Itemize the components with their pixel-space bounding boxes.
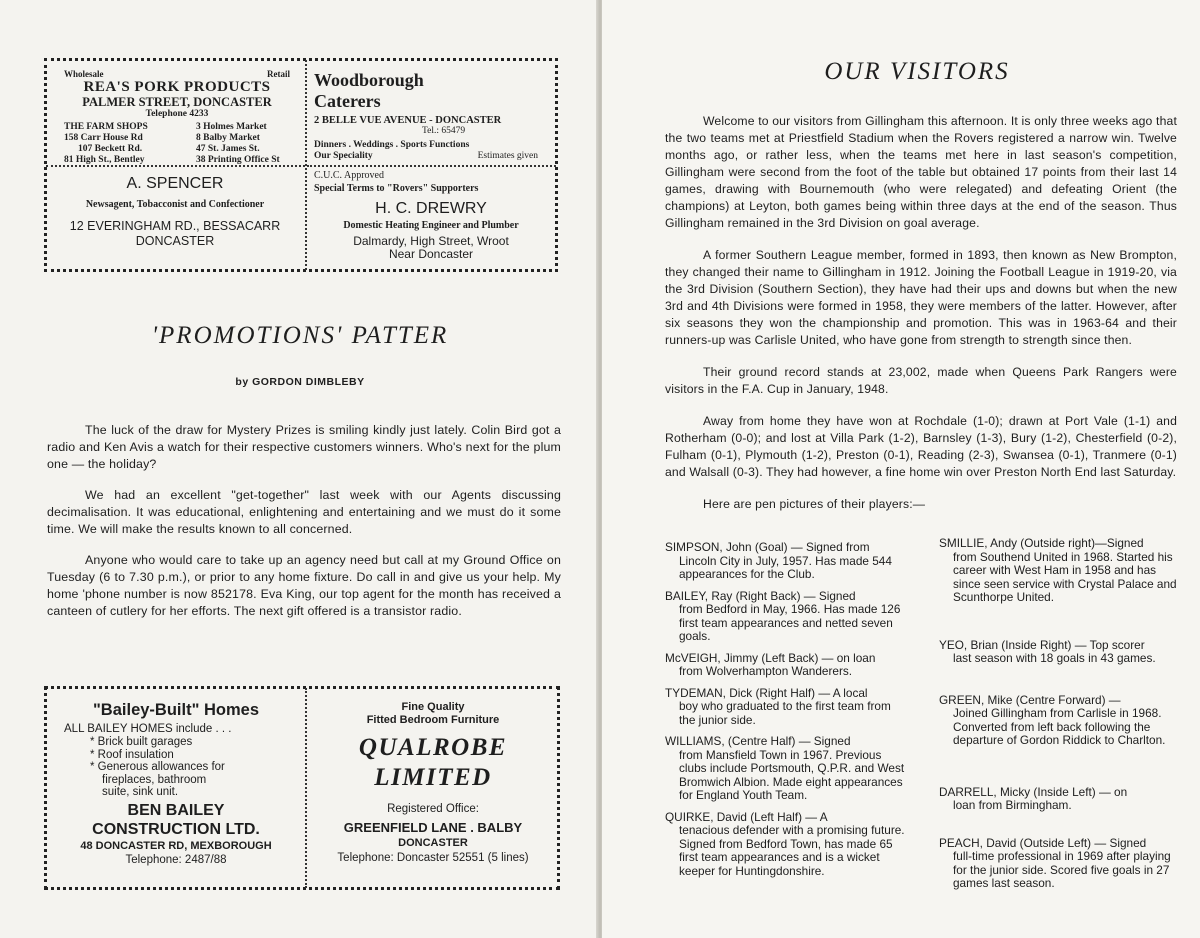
- reas-wholesale: Wholesale: [64, 69, 104, 79]
- woodborough-advert: [314, 70, 538, 162]
- left-page: [0, 0, 598, 938]
- reas-name: REA'S PORK PRODUCTS: [83, 79, 271, 95]
- reas-shop: 38 Printing Office St: [196, 155, 280, 165]
- players-left-column: [665, 541, 909, 886]
- qualrobe-tag: Fine Quality: [401, 701, 465, 713]
- player-details: from Mansfield Town in 1967. Previous clubs include Portsmouth, Q.P.R. and West Bromwich Albion. Made eight appearances for England Youth Team.: [679, 747, 905, 802]
- bailey-feature: * Generous allowances for: [90, 761, 225, 773]
- promotions-paragraph: Anyone who would care to take up an agency need but call at my Ground Office on Tuesday (6 to 7.30 p.m.), or prior to any home fixture. Do call in and give us your help. My home 'phone number is now 852178. Eva King, our top agent for the month has received a canteen of cutlery for her efforts. The next gift offered is a transistor radio.: [47, 553, 561, 618]
- players-right-column: [939, 537, 1179, 899]
- player-name: TYDEMAN, Dick (Right Half) — A local: [665, 685, 868, 700]
- qualrobe-town: DONCASTER: [398, 837, 468, 849]
- player-entry: [665, 541, 909, 582]
- woodborough-speciality: Our Speciality: [314, 151, 373, 161]
- player-name: WILLIAMS, (Centre Half) — Signed: [665, 734, 851, 748]
- promotions-paragraph: The luck of the draw for Mystery Prizes is smiling kindly just lately. Colin Bird got a radio and Ken Avis a watch for their respective customers winners. Who's next for the plum one — the holiday?: [47, 423, 561, 471]
- player-details: loan from Birmingham.: [953, 798, 1072, 812]
- player-entry: [665, 590, 909, 644]
- player-entry: [665, 687, 909, 728]
- player-details: boy who graduated to the first team from the junior side.: [679, 699, 891, 727]
- player-details: from Bedford in May, 1966. Has made 126 first team appearances and netted seven goals.: [679, 602, 901, 643]
- bailey-title: "Bailey-Built" Homes: [92, 701, 259, 719]
- player-name: SMILLIE, Andy (Outside right)—Signed: [939, 536, 1144, 550]
- bailey-address: 48 DONCASTER RD, MEXBOROUGH: [80, 839, 272, 852]
- visitors-paragraph: Away from home they have won at Rochdale (1-0); drawn at Port Vale (1-1) and Rotherham (0-0); and lost at Villa Park (1-2), Barnsley (1-3), Bury (1-2), Chesterfield (0-2), Fulham (0-1), Plymouth (1-2), Preston (0-1), Reading (2-3), Swansea (0-1), Tranmere (0-1) and Walsall (0-3). They had however, a fine home win over Preston North End last Saturday.: [665, 414, 1177, 479]
- visitors-paragraph: A former Southern League member, formed in 1893, then known as New Brompton, they changed their name to Gillingham in 1912. Joining the Football League in 1919-20, via the 3rd Division (Southern Section), they have had their ups and downs but when the new 3rd and 4th Divisions were formed in 1958, they were members of the latter. However, after six seasons they won the championship and promotion. This was in 1963-64 and their runners-up was Carlisle United, who have gone from strength to strength since then.: [665, 248, 1177, 347]
- bailey-company: BEN BAILEY: [127, 801, 225, 819]
- player-entry: [665, 735, 909, 803]
- woodborough-services: Dinners . Weddings . Sports Functions: [314, 140, 470, 150]
- qualrobe-office: Registered Office:: [387, 803, 479, 815]
- qualrobe-name: QUALROBE: [358, 734, 508, 761]
- player-details: Lincoln City in July, 1957. Has made 544 appearances for the Club.: [679, 553, 892, 581]
- qualrobe-advert: [312, 701, 554, 866]
- player-entry: [665, 811, 909, 879]
- player-name: SIMPSON, John (Goal) — Signed from: [665, 540, 870, 554]
- right-page: [602, 0, 1200, 938]
- bailey-advert: [56, 700, 296, 867]
- visitors-article: [665, 113, 1177, 513]
- bailey-feature: * Roof insulation: [90, 748, 174, 761]
- drewry-town: Near Doncaster: [388, 247, 474, 261]
- player-details: tenacious defender with a promising future. Signed from Bedford Town, has made 65 first team appearances and is a wicket keeper for Huntingdonshire.: [679, 823, 905, 878]
- player-details: from Southend United in 1968. Started his career with West Ham in 1958 and has since seen service with Crystal Palace and Scunthorpe United.: [953, 549, 1177, 604]
- player-name: PEACH, David (Outside Left) — Signed: [939, 835, 1147, 850]
- spencer-trade: Newsagent, Tobacconist and Confectioner: [85, 199, 265, 210]
- promotions-title: 'PROMOTIONS' PATTER: [151, 322, 449, 349]
- spencer-town: DONCASTER: [135, 234, 215, 248]
- qualrobe-telephone: Telephone: Doncaster 52551 (5 lines): [337, 852, 529, 864]
- player-details: last season with 18 goals in 43 games.: [953, 651, 1156, 665]
- woodborough-divider: [307, 165, 556, 167]
- drewry-address: Dalmardy, High Street, Wroot: [353, 234, 509, 248]
- reas-advert: [64, 69, 290, 166]
- reas-shops-heading: THE FARM SHOPS: [64, 122, 148, 132]
- visitors-paragraph: Their ground record stands at 23,002, made when Queens Park Rangers were visitors in the F.A. Cup in January, 1948.: [665, 365, 1177, 396]
- reas-shop: 158 Carr House Rd: [64, 133, 143, 143]
- player-entry: [939, 537, 1179, 605]
- woodborough-estimates: Estimates given: [477, 151, 538, 161]
- bailey-company-2: CONSTRUCTION LTD.: [92, 820, 260, 838]
- bailey-feature-cont: fireplaces, bathroom: [102, 773, 207, 786]
- visitors-paragraph: Here are pen pictures of their players:—: [703, 497, 926, 511]
- bailey-intro: ALL BAILEY HOMES include . . .: [64, 723, 232, 735]
- drewry-advert: [314, 170, 548, 261]
- spencer-advert: [52, 174, 298, 249]
- reas-address: PALMER STREET, DONCASTER: [82, 95, 272, 109]
- woodborough-tel: Tel.: 65479: [422, 126, 466, 136]
- woodborough-caterers: Caterers: [314, 91, 381, 111]
- reas-telephone: Telephone 4233: [145, 109, 209, 119]
- player-name: BAILEY, Ray (Right Back) — Signed: [665, 588, 856, 603]
- spencer-name: A. SPENCER: [126, 175, 224, 192]
- reas-shops: [64, 122, 290, 166]
- player-entry: [939, 639, 1179, 666]
- player-name: McVEIGH, Jimmy (Left Back) — on loan: [665, 650, 876, 665]
- player-name: QUIRKE, David (Left Half) — A: [665, 809, 828, 824]
- promotions-byline: by GORDON DIMBLEBY: [235, 376, 365, 388]
- player-details: full-time professional in 1969 after playing for the junior side. Scored five goals in 27 games last season.: [953, 849, 1171, 890]
- promotions-paragraph: We had an excellent "get-together" last week with our Agents discussing decimalisation. It was educational, enlightening and entertaining and we must do it some time. We will make the results known to all concerned.: [47, 488, 561, 536]
- qualrobe-tag-2: Fitted Bedroom Furniture: [366, 714, 500, 726]
- player-entry: [939, 694, 1179, 748]
- reas-retail: Retail: [267, 69, 290, 79]
- woodborough-name: Woodborough: [314, 70, 424, 90]
- bailey-feature-cont: suite, sink unit.: [102, 786, 179, 798]
- qualrobe-limited: LIMITED: [374, 764, 492, 791]
- bailey-telephone: Telephone: 2487/88: [125, 853, 227, 866]
- player-name: GREEN, Mike (Centre Forward) —: [939, 692, 1121, 707]
- reas-shop: 107 Beckett Rd.: [78, 144, 143, 154]
- bottom-adverts-divider: [305, 688, 307, 888]
- visitors-title: OUR VISITORS: [824, 58, 1010, 85]
- visitors-paragraph: Welcome to our visitors from Gillingham this afternoon. It is only three weeks ago that the two teams met at Priestfield Stadium when the Rovers registered a narrow win. Twelve months ago, or rather less, when the teams met here in last season's competition, Gillingham were second from the foot of the table but obtained 17 points from their last 14 games, drawing with Bournemouth (who were relegated) and defeating Orient (the champions) at Leyton, both games being within three days at the end of the season. Thus Gillingham remained in the 3rd Division on goal average.: [665, 114, 1177, 230]
- qualrobe-street: GREENFIELD LANE . BALBY: [343, 820, 523, 835]
- player-details: Joined Gillingham from Carlisle in 1968. Converted from left back following the departure of Gordon Riddick to Charlton.: [953, 706, 1166, 747]
- reas-shop: 81 High St., Bentley: [64, 155, 145, 165]
- player-entry: [939, 837, 1179, 891]
- player-entry: [665, 652, 909, 679]
- reas-shop: 8 Balby Market: [196, 133, 260, 143]
- promotions-article: [47, 422, 561, 634]
- drewry-terms: Special Terms to "Rovers" Supporters: [314, 183, 479, 194]
- drewry-name: H. C. DREWRY: [375, 200, 487, 217]
- spencer-address: 12 EVERINGHAM RD., BESSACARR: [69, 219, 281, 233]
- reas-shop: 47 St. James St.: [196, 144, 260, 154]
- player-details: from Wolverhampton Wanderers.: [679, 664, 853, 678]
- drewry-trade: Domestic Heating Engineer and Plumber: [343, 220, 519, 231]
- reas-shop: 3 Holmes Market: [196, 122, 267, 132]
- woodborough-address: 2 BELLE VUE AVENUE - DONCASTER: [314, 115, 502, 126]
- player-name: YEO, Brian (Inside Right) — Top scorer: [939, 637, 1145, 652]
- bailey-feature: * Brick built garages: [90, 736, 193, 748]
- player-entry: [939, 786, 1179, 813]
- player-name: DARRELL, Micky (Inside Left) — on: [939, 784, 1128, 799]
- drewry-cuc: C.U.C. Approved: [314, 170, 384, 181]
